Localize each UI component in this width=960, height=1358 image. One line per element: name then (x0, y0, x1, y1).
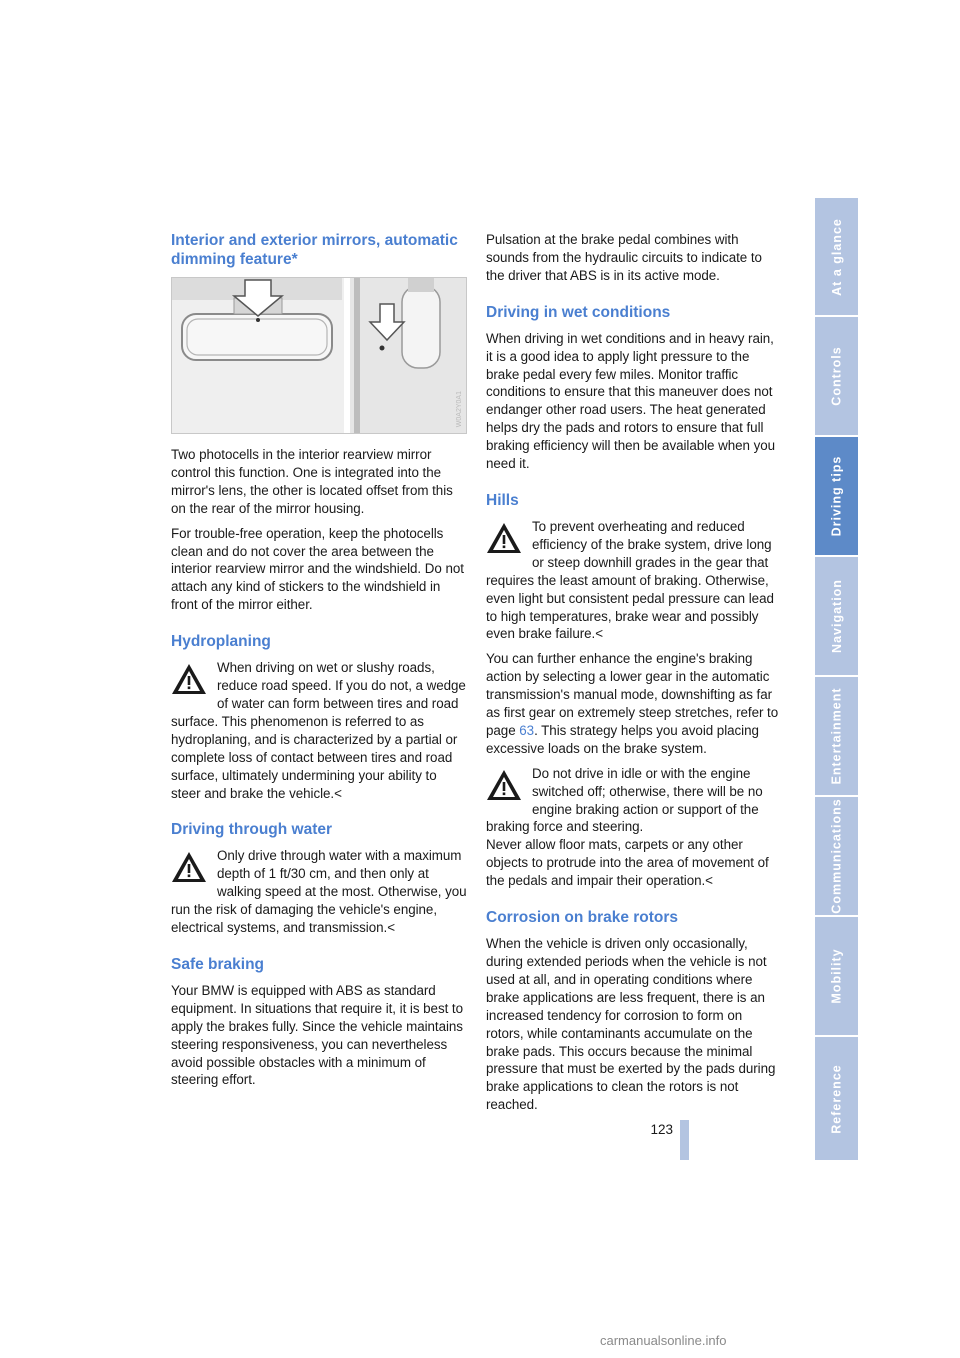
sidebar-tab-entertainment[interactable] (815, 677, 858, 797)
page-link[interactable]: 63 (519, 722, 535, 738)
warning-triangle-icon (171, 662, 207, 696)
sidebar-tab-controls[interactable] (815, 317, 858, 437)
idle-warning-text-2: Never allow floor mats, carpets or any other objects to protrude into the area of movement of the pedals and impair their operation.< (486, 837, 769, 889)
warning-triangle-icon (171, 850, 207, 884)
mirror-figure (171, 277, 467, 434)
sidebar-tab-reference[interactable] (815, 1037, 858, 1160)
sidebar-tab-driving-tips[interactable] (815, 437, 858, 557)
page-number: 123 (650, 1122, 673, 1137)
idle-warning (486, 765, 782, 890)
hydroplaning-heading: Hydroplaning (171, 633, 271, 651)
watermark: carmanualsonline.info (600, 1333, 727, 1348)
corrosion-paragraph: When the vehicle is driven only occasionally, during extended periods when the vehicle is not used at all, and in operating conditions where brake applications are less frequent, there is an increased tendency for corrosion to form on rotors, while contaminants accumulate on the brake pads. This occurs because the minimal pressure that must be exerted by the pads during brake applications to clean the rotors is not reached. (486, 936, 776, 1113)
water-warning (171, 847, 467, 937)
sidebar-tab-label: Driving tips (829, 455, 844, 537)
left-column (171, 231, 467, 1096)
hydroplaning-text: When driving on wet or slushy roads, reduce road speed. If you do not, a wedge of water can form between tires and road surface. This phenomenon is referred to as hydroplaning, and is characterized by a partial or complete loss of contact between tires and road surface, ultimately undermining your ability to steer and brake the vehicle.< (171, 660, 466, 801)
hills-paragraph (486, 650, 782, 757)
wet-heading: Driving in wet conditions (486, 303, 671, 321)
warning-triangle-icon (486, 768, 522, 802)
sidebar-tab-navigation[interactable] (815, 557, 858, 677)
braking-paragraph: Your BMW is equipped with ABS as standard equipment. In situations that require it, it is best to apply the brakes fully. Since the vehicle maintains steering responsiveness, you can nevertheless avoid possible obstacles with a minimum of steering effort. (171, 982, 464, 1088)
sidebar-tab-at-a-glance[interactable] (815, 198, 858, 317)
hills-text-a: You can further enhance the engine's braking action by selecting a lower gear in the automatic transmission's manual mode, downshifting as far as first gear on extremely steep stretches, refer to page (486, 651, 779, 738)
sidebar-tab-mobility[interactable] (815, 917, 858, 1037)
mirrors-heading: Interior and exterior mirrors, automatic dimming feature* (171, 232, 458, 268)
figure-code: W0A2Y0A1 (456, 390, 463, 427)
mirrors-paragraph-2: For trouble-free operation, keep the photocells clean and do not cover the area between the interior rearview mirror and the windshield. Do not attach any kind of stickers to the windshield in front of the mirror either. (171, 525, 464, 613)
water-text: Only drive through water with a maximum depth of 1 ft/30 cm, and then only at walking speed at the most. Otherwise, you run the risk of damaging the vehicle's engine, electrical systems, and transmission.< (171, 848, 467, 936)
sidebar-tab-label: At a glance (829, 217, 844, 296)
corrosion-heading: Corrosion on brake rotors (486, 909, 679, 927)
chapter-sidebar (815, 198, 858, 1160)
warning-triangle-icon (486, 521, 522, 555)
hills-heading: Hills (486, 491, 519, 509)
pulsation-paragraph: Pulsation at the brake pedal combines with sounds from the hydraulic circuits to indicate to the driver that ABS is in its active mode. (486, 232, 762, 283)
hills-warning-text: To prevent overheating and reduced efficiency of the brake system, drive long or steep downhill grades in the gear that requires the least amount of braking. Otherwise, even light but consistent pedal pressure can lead to high temperatures, brake wear and possibly even brake failure.< (486, 518, 774, 642)
water-heading: Driving through water (171, 821, 333, 839)
sidebar-tab-label: Reference (829, 1063, 844, 1134)
hills-warning (486, 518, 782, 643)
mirrors-paragraph-1: Two photocells in the interior rearview mirror control this function. One is integrated into the mirror's lens, the other is located offset from this on the rear of the mirror housing. (171, 447, 453, 516)
idle-warning-text-1: Do not drive in idle or with the engine switched off; otherwise, there will be no engine braking action or support of the braking force and steering. (486, 765, 763, 835)
braking-heading: Safe braking (171, 955, 265, 973)
sidebar-tab-communications[interactable] (815, 797, 858, 917)
sidebar-tab-label: Entertainment (829, 687, 844, 785)
sidebar-tab-label: Mobility (829, 948, 844, 1004)
sidebar-tab-label: Navigation (829, 579, 844, 653)
right-column (486, 231, 782, 1121)
mirror-illustration (172, 278, 466, 433)
hydroplaning-warning (171, 659, 467, 802)
page-number-bar (680, 1120, 689, 1160)
wet-paragraph: When driving in wet conditions and in heavy rain, it is a good idea to apply light pressure to the brake pedal every few miles. Monitor traffic conditions to ensure that this maneuver does not endanger other road users. The heat generated helps dry the pads and rotors to ensure that full braking efficiency will then be available when you need it. (486, 330, 776, 472)
sidebar-tab-label: Controls (829, 346, 844, 406)
sidebar-tab-label: Communications (829, 798, 844, 914)
hills-text-b: . This strategy helps you avoid placing excessive loads on the brake system. (486, 722, 759, 756)
